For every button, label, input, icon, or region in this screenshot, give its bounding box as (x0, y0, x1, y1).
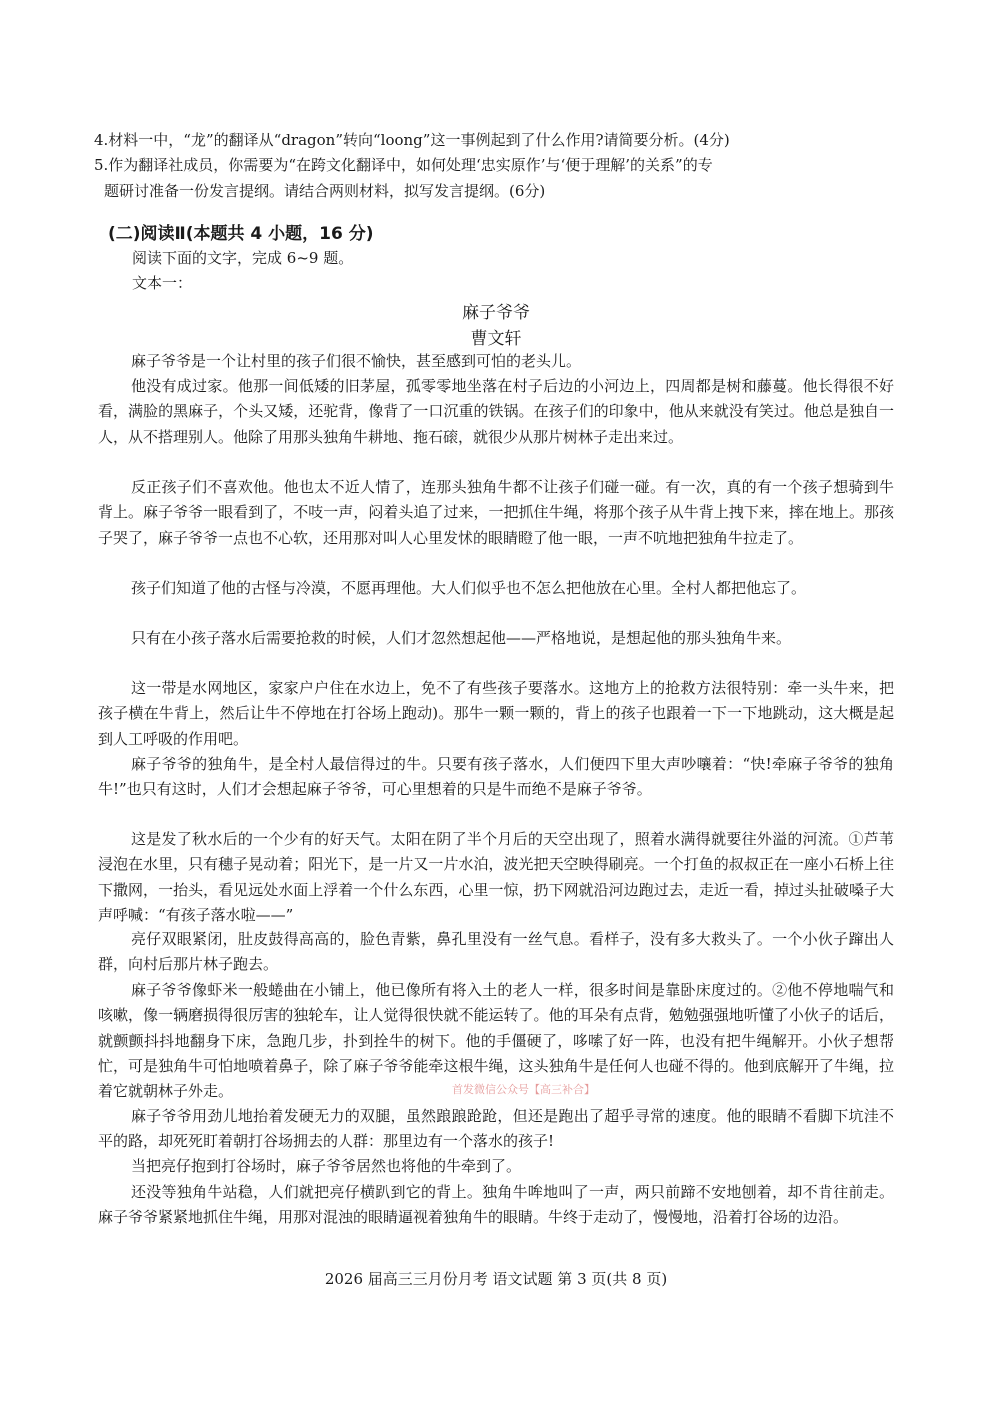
question-4-text: 4.材料一中，“龙”的翻译从“dragon”转向“loong”这一事例起到了什么作用?请简要分析。(4分) (94, 131, 730, 149)
article-paragraph: 这一带是水网地区，家家户户住在水边上，免不了有些孩子要落水。这地方上的抢救方法很特别：牵一头牛来，把孩子横在牛背上，然后让牛不停地在打谷场上跑动)。那牛一颗一颗的，背上的孩子也跟着一下一下地跳动，这大概是起到人工呼吸的作用吧。 (98, 679, 894, 748)
article-paragraph: 他没有成过家。他那一间低矮的旧茅屋，孤零零地坐落在村子后边的小河边上，四周都是树和藤蔓。他长得很不好看，满脸的黑麻子，个头又矮，还驼背，像背了一口沉重的铁锅。在孩子们的印象中，他从来就没有笑过。他总是独自一人，从不搭理别人。他除了用那头独角牛耕地、拖石磙，就很少从那片树林子走出来过。 (98, 377, 894, 446)
section-heading: (二)阅读Ⅱ(本题共 4 小题，16 分) (108, 224, 374, 244)
question-5-line1: 5.作为翻译社成员，你需要为“在跨文化翻译中，如何处理‘忠实原作’与‘便于理解’的关系”的专 (94, 156, 713, 174)
article-paragraph: 只有在小孩子落水后需要抢救的时候，人们才忽然想起他——严格地说，是想起他的那头独角牛来。 (131, 629, 792, 647)
question-5 (94, 152, 904, 204)
question-4 (94, 127, 904, 153)
article-paragraph: 麻子爷爷用劲儿地抬着发硬无力的双腿，虽然踉踉跄跄，但还是跑出了超乎寻常的速度。他的眼睛不看脚下坑洼不平的路，却死死盯着朝打谷场拥去的人群：那里边有一个落水的孩子! (98, 1107, 894, 1151)
text-label: 文本一： (132, 274, 193, 292)
page-footer: 2026 届高三三月份月考 语文试题 第 3 页(共 8 页) (324, 1270, 668, 1288)
article-paragraph: 麻子爷爷是一个让村里的孩子们很不愉快，甚至感到可怕的老头儿。 (131, 352, 582, 370)
article-author: 曹文轩 (470, 329, 522, 349)
article-paragraph: 麻子爷爷像虾米一般蜷曲在小铺上，他已像所有将入土的老人一样，很多时间是靠卧床度过的。②他不停地喘气和咳嗽，像一辆磨损得很厉害的独轮车，让人觉得很快就不能运转了。他的耳朵有点背，勉勉强强地听懂了小伙子的话后，就颤颤抖抖地翻身下床，急跑几步，扑到拴牛的树下。他的手僵硬了，哆嗦了好一阵，也没有把牛绳解开。小伙子想帮忙，可是独角牛可怕地喷着鼻子，除了麻子爷爷能牵这根牛绳，这头独角牛是任何人也碰不得的。他到底解开了牛绳，拉着它就朝林子外走。 (98, 981, 894, 1101)
article-paragraph: 孩子们知道了他的古怪与冷漠，不愿再理他。大人们似乎也不怎么把他放在心里。全村人都把他忘了。 (131, 579, 807, 597)
article-paragraph: 还没等独角牛站稳，人们就把亮仔横趴到它的背上。独角牛哞地叫了一声，两只前蹄不安地刨着，却不肯往前走。麻子爷爷紧紧地抓住牛绳，用那对混浊的眼睛逼视着独角牛的眼睛。牛终于走动了，慢慢地，沿着打谷场的边沿。 (98, 1183, 894, 1227)
article-paragraph: 亮仔双眼紧闭，肚皮鼓得高高的，脸色青紫，鼻孔里没有一丝气息。看样子，没有多大救头了。一个小伙子蹿出人群，向村后那片林子跑去。 (98, 930, 894, 974)
watermark: 首发微信公众号【高三补合】 (452, 1083, 595, 1096)
article-paragraph: 当把亮仔抱到打谷场时，麻子爷爷居然也将他的牛牵到了。 (131, 1157, 522, 1175)
question-5-line2: 题研讨准备一份发言提纲。请结合两则材料，拟写发言提纲。(6分) (104, 182, 546, 200)
article-paragraph: 反正孩子们不喜欢他。他也太不近人情了，连那头独角牛都不让孩子们碰一碰。有一次，真的有一个孩子想骑到牛背上。麻子爷爷一眼看到了，不吱一声，闷着头追了过来，一把抓住牛绳，将那个孩子从牛背上拽下来，摔在地上。那孩子哭了，麻子爷爷一点也不心软，还用那对叫人心里发怵的眼睛瞪了他一眼，一声不吭地把独角牛拉走了。 (98, 478, 894, 547)
article-paragraph: 麻子爷爷的独角牛，是全村人最信得过的牛。只要有孩子落水，人们便四下里大声吵嚷着：“快!牵麻子爷爷的独角牛!”也只有这时，人们才会想起麻子爷爷，可心里想着的只是牛而绝不是麻子爷爷。 (98, 755, 894, 799)
article-paragraph: 这是发了秋水后的一个少有的好天气。太阳在阴了半个月后的天空出现了，照着水满得就要往外溢的河流。①芦苇浸泡在水里，只有穗子晃动着；阳光下，是一片又一片水泊，波光把天空映得刷亮。一个打鱼的叔叔正在一座小石桥上往下撒网，一抬头，看见远处水面上浮着一个什么东西，心里一惊，扔下网就沿河边跑过去，走近一看，掉过头扯破嗓子大声呼喊：“有孩子落水啦——” (98, 830, 894, 924)
section-instruction: 阅读下面的文字，完成 6~9 题。 (132, 249, 354, 267)
article-title: 麻子爷爷 (462, 303, 530, 323)
